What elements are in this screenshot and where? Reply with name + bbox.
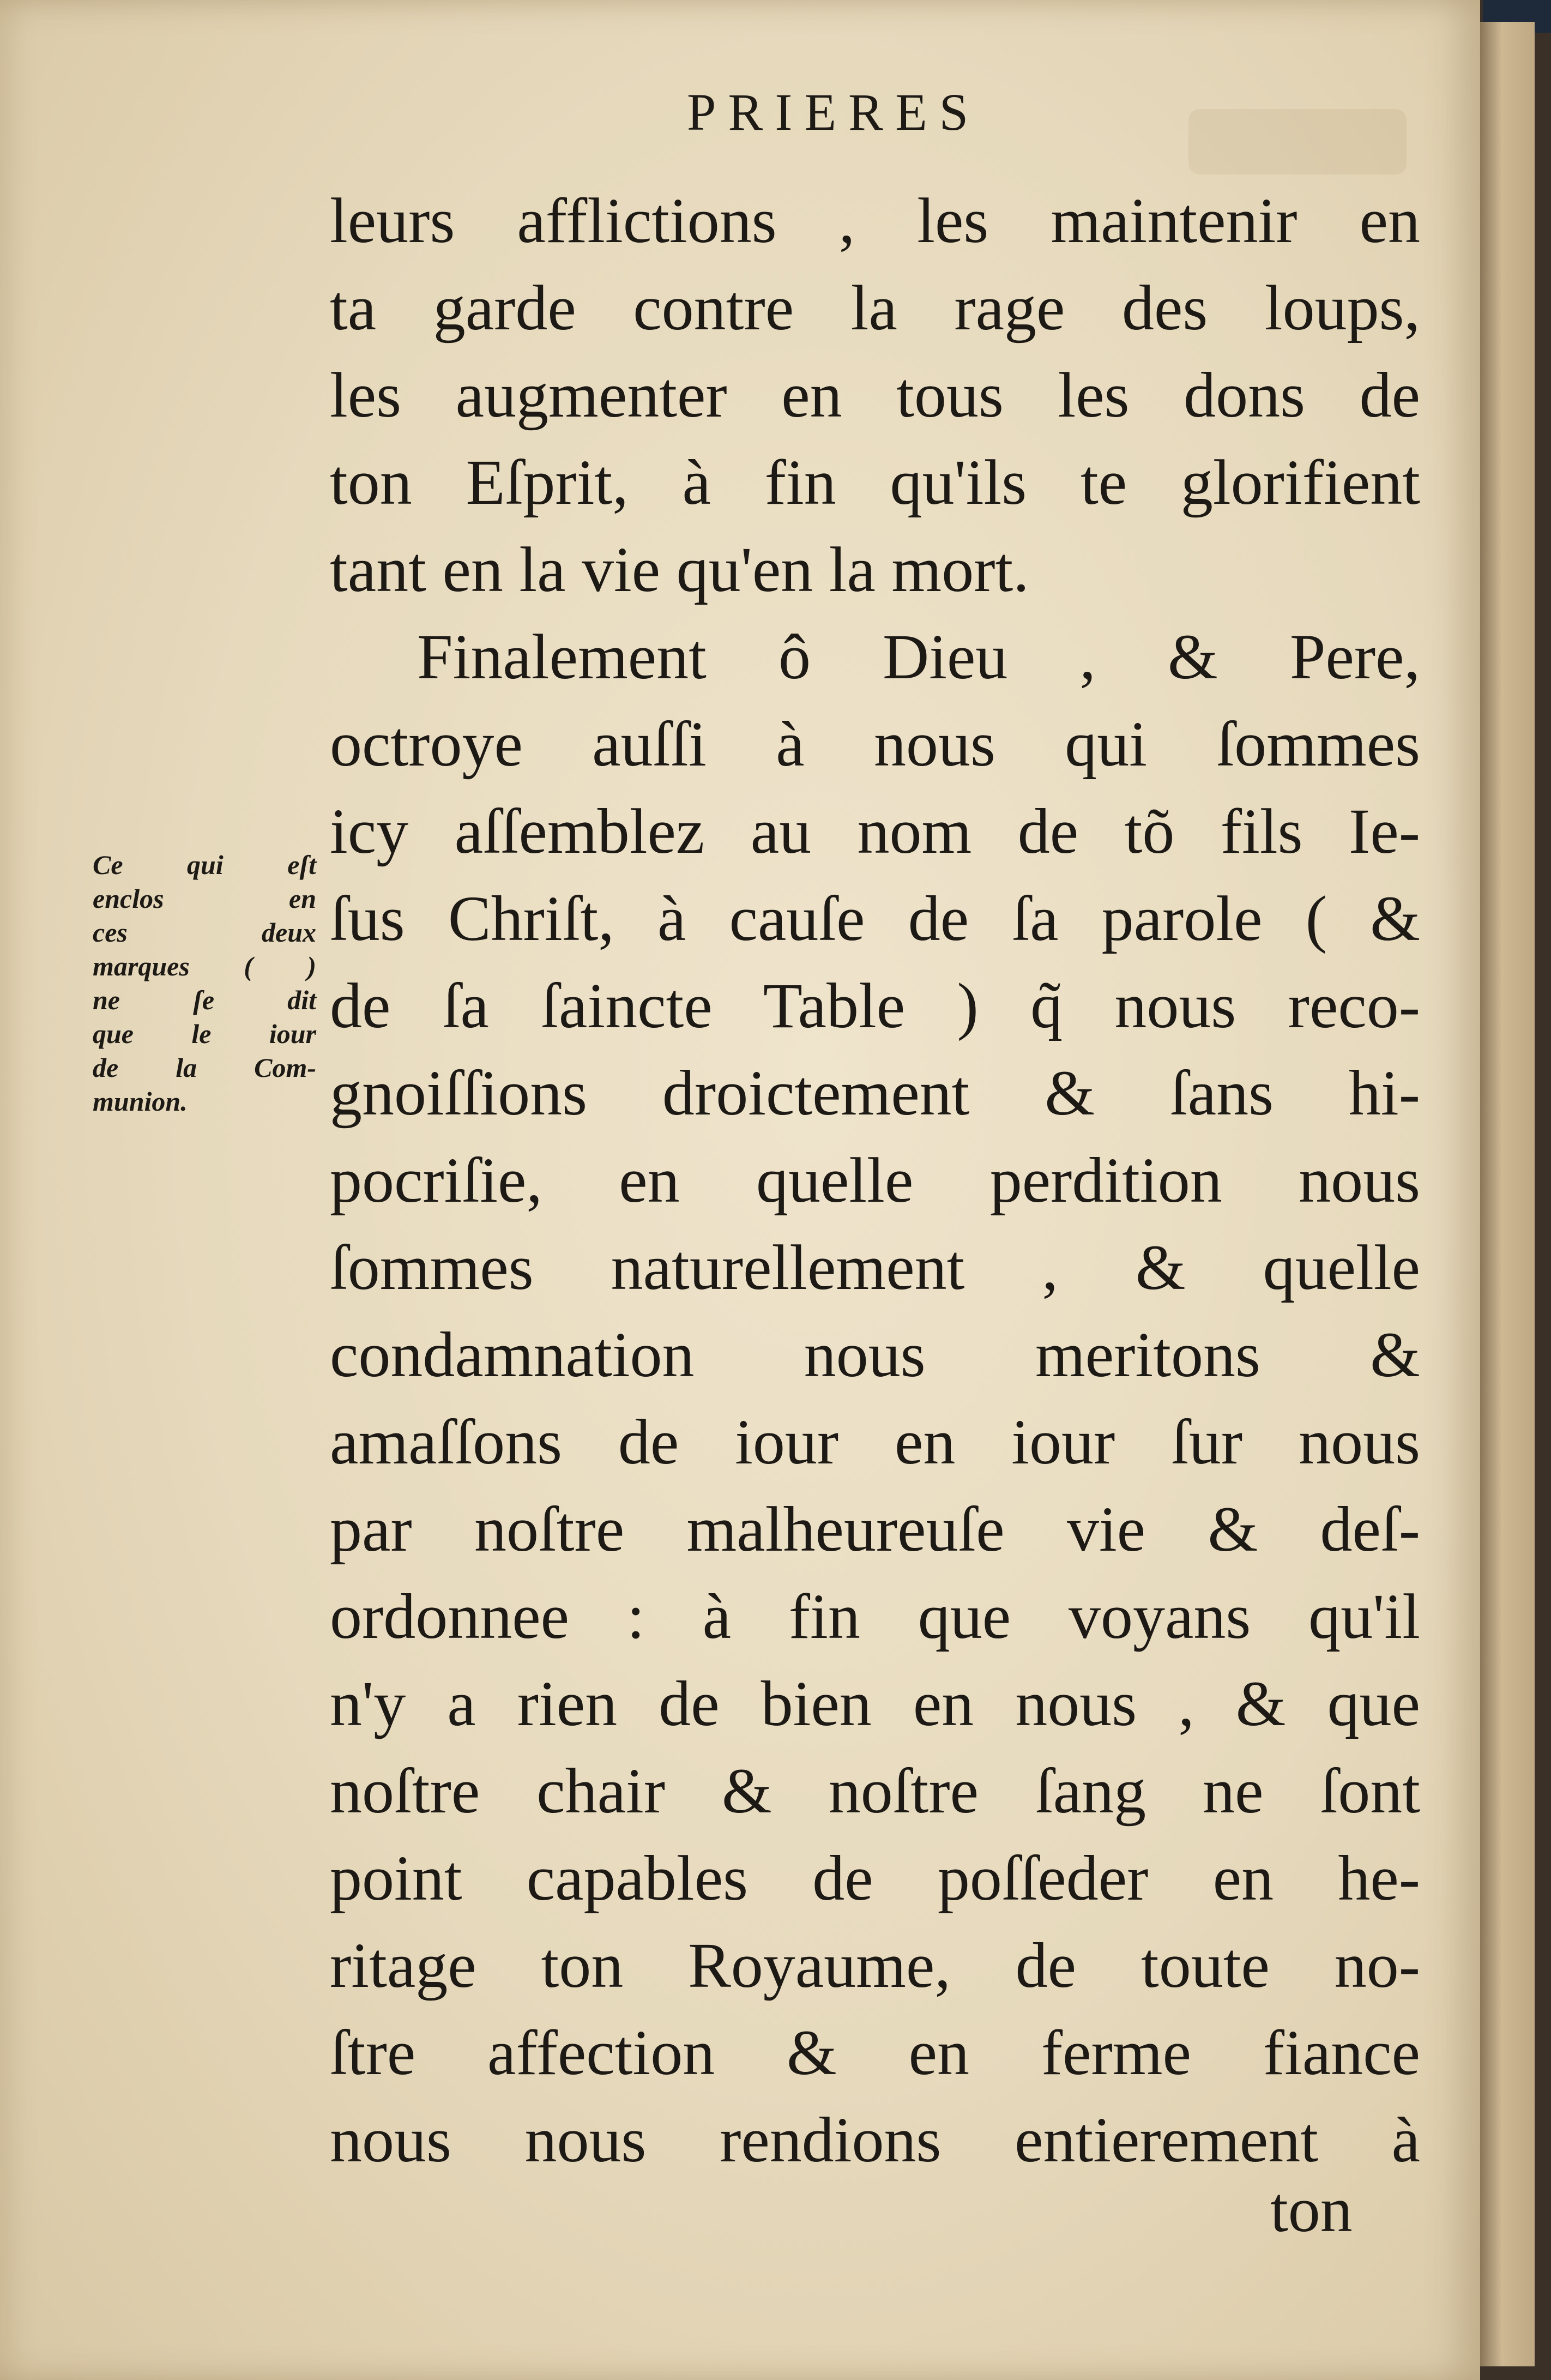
body-line: tant en la vie qu'en la mort.: [330, 534, 1029, 605]
margin-note-line: Ce qui eſt: [93, 849, 316, 880]
body-line: ta garde contre la rage des loups,: [330, 272, 1420, 344]
body-line: nous nous rendions entierement à: [330, 2104, 1420, 2176]
margin-note-line: de la Com-: [93, 1052, 316, 1083]
running-head: PRIERES: [687, 83, 981, 141]
body-line: gnoiſſions droictement & ſans hi-: [330, 1057, 1420, 1129]
catchword: ton: [1270, 2174, 1353, 2245]
facing-page-edge: [1480, 22, 1535, 2366]
body-line: ordonnee : à fin que voyans qu'il: [330, 1581, 1420, 1652]
body-line: octroye auſſi à nous qui ſommes: [330, 708, 1420, 780]
body-line: amaſſons de iour en iour ſur nous: [330, 1406, 1420, 1478]
margin-note-line: enclos en: [93, 883, 316, 914]
body-line: icy aſſemblez au nom de tõ fils Ie-: [330, 796, 1420, 867]
body-text: [330, 177, 1420, 2184]
body-line: noſtre chair & noſtre ſang ne ſont: [330, 1755, 1420, 1827]
body-line: point capables de poſſeder en he-: [330, 1842, 1420, 1914]
body-line: ton Eſprit, à fin qu'ils te glorifient: [330, 447, 1420, 518]
body-line: pocriſie, en quelle perdition nous: [330, 1144, 1420, 1216]
body-line: n'y a rien de bien en nous , & que: [330, 1668, 1420, 1739]
ink-show-through: [1188, 109, 1407, 174]
margin-note: [93, 848, 316, 1118]
body-line: les augmenter en tous les dons de: [330, 359, 1420, 431]
body-line: ſommes naturellement , & quelle: [330, 1232, 1420, 1303]
body-line: par noſtre malheureuſe vie & deſ-: [330, 1493, 1420, 1565]
margin-note-line: marques ( ): [93, 951, 316, 981]
body-line: de ſa ſaincte Table ) q̃ nous reco-: [330, 970, 1420, 1041]
margin-note-line: munion.: [93, 1086, 188, 1117]
margin-note-line: que le iour: [93, 1019, 316, 1049]
margin-note-line: ne ſe dit: [93, 985, 316, 1015]
body-line: ritage ton Royaume, de toute no-: [330, 1930, 1420, 2001]
body-line: ſtre affection & en ferme fiance: [330, 2017, 1420, 2088]
body-line: Finalement ô Dieu , & Pere,: [417, 621, 1420, 692]
margin-note-line: ces deux: [93, 917, 316, 948]
body-line: leurs afflictions , les maintenir en: [330, 185, 1420, 256]
body-line: condamnation nous meritons &: [330, 1319, 1420, 1390]
body-line: ſus Chriſt, à cauſe de ſa parole ( &: [330, 883, 1420, 954]
